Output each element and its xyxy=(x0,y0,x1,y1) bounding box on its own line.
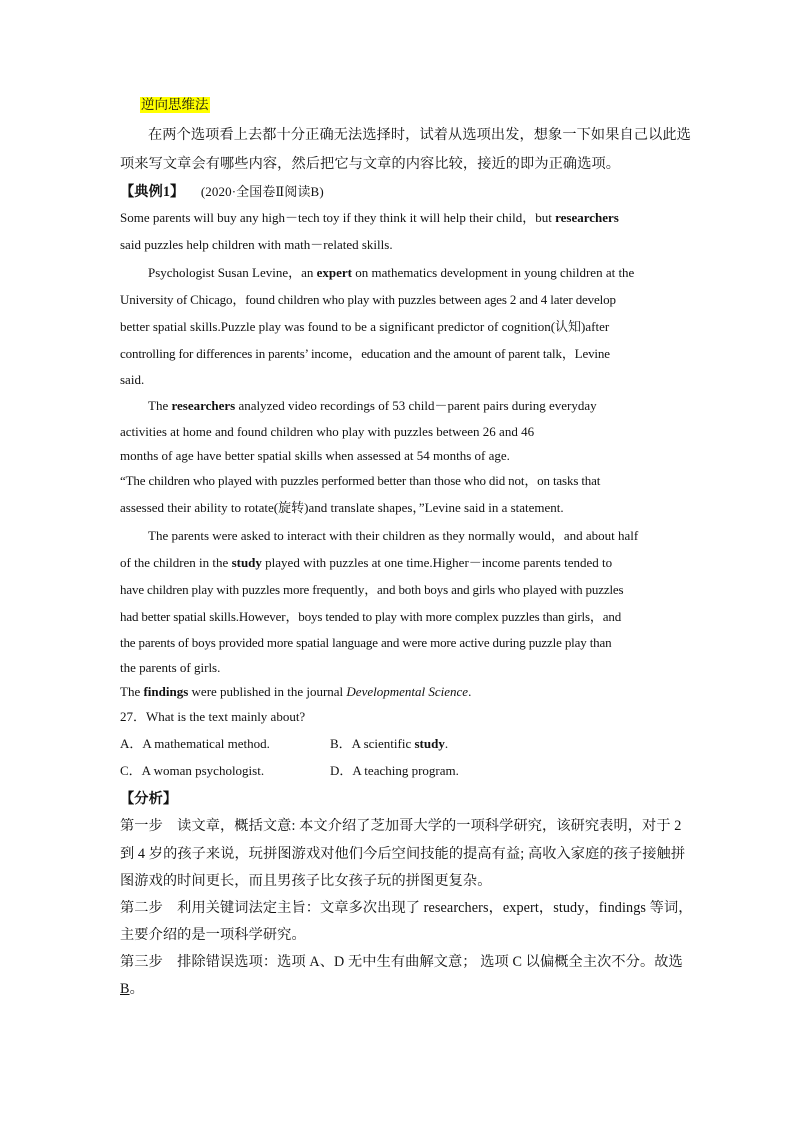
text-run: analyzed video recordings of 53 child－parent pairs during everyday xyxy=(235,398,597,413)
passage-p4-line-1: “The children who played with puzzles performed better than those who did not，on tasks that xyxy=(120,473,601,488)
question-stem: 27．What is the text mainly about? xyxy=(120,709,306,724)
keyword-researchers: researchers xyxy=(555,210,619,225)
passage-p5-line-5: the parents of boys provided more spatial language and were more active during puzzle play than xyxy=(120,635,612,650)
keyword-findings: findings xyxy=(143,684,189,699)
passage-p4-line-2: assessed their ability to rotate(旋转)and translate shapes，”Levine said in a statement. xyxy=(120,500,564,515)
option-c: C．A woman psychologist. xyxy=(120,763,265,778)
analysis-step2-line-1: 第二步 利用关键词法定主旨：文章多次出现了 researchers，expert，study，findings 等词， xyxy=(120,900,693,916)
option-d: D．A teaching program. xyxy=(330,763,459,778)
passage-p3-line-1 xyxy=(148,397,597,415)
keyword-study: study xyxy=(414,736,445,751)
text-run: of the children in the xyxy=(120,555,232,570)
analysis-step2-line-2: 主要介绍的是一项科学研究。 xyxy=(120,927,306,943)
keyword-researchers: researchers xyxy=(171,398,236,413)
text-run: . xyxy=(468,684,472,699)
text-run: Some parents will buy any high－tech toy if they think it will help their child，but xyxy=(120,210,556,225)
passage-p6 xyxy=(120,683,471,701)
analysis-step3-line-1: 第三步 排除错误选项：选项 A、D 无中生有曲解文意； 选项 C 以偏概全主次不分。故选 xyxy=(120,954,683,970)
journal-name: Developmental Science xyxy=(346,684,469,699)
intro-line-2: 项来写文章会有哪些内容，然后把它与文章的内容比较，接近的即为正确选项。 xyxy=(120,156,621,172)
keyword-study: study xyxy=(231,555,262,570)
text-run: The xyxy=(120,684,144,699)
passage-p2-line-3: better spatial skills.Puzzle play was found to be a significant predictor of cognition(认知)after xyxy=(120,319,610,334)
example-header xyxy=(120,183,324,201)
section-title xyxy=(140,96,210,114)
passage-p5-line-4: had better spatial skills.However，boys tended to play with more complex puzzles than girls，and xyxy=(120,609,622,624)
option-a: A．A mathematical method. xyxy=(120,736,270,751)
text-run: Psychologist Susan Levine，an xyxy=(148,265,317,280)
passage-p1-line-1 xyxy=(120,209,619,227)
passage-p5-line-1: The parents were asked to interact with their children as they normally would，and about half xyxy=(148,528,639,543)
passage-p2-line-5: said. xyxy=(120,372,145,387)
passage-p2-line-2: University of Chicago，found children who play with puzzles between ages 2 and 4 later develop xyxy=(120,292,616,307)
analysis-step1-line-3: 图游戏的时间更长，而且男孩子比女孩子玩的拼图更复杂。 xyxy=(120,873,492,889)
text-run: The xyxy=(148,398,172,413)
passage-p3-line-2: activities at home and found children who play with puzzles between 26 and 46 xyxy=(120,424,535,439)
text-run: were published in the journal xyxy=(188,684,347,699)
text-run: B．A scientific xyxy=(330,736,415,751)
analysis-step1-line-1: 第一步 读文章，概括文意: 本文介绍了芝加哥大学的一项科学研究，该研究表明，对于 2 xyxy=(120,818,682,834)
example-source: (2020·全国卷Ⅱ阅读B) xyxy=(200,184,324,199)
passage-p5-line-6: the parents of girls. xyxy=(120,660,221,675)
text-run: . xyxy=(444,736,449,751)
passage-p3-line-3: months of age have better spatial skills when assessed at 54 months of age. xyxy=(120,448,510,463)
analysis-label: 【分析】 xyxy=(120,791,178,807)
keyword-expert: expert xyxy=(316,265,353,280)
intro-line-1: 在两个选项看上去都十分正确无法选择时，试着从选项出发，想象一下如果自己以此选 xyxy=(148,127,691,143)
text-run: on mathematics development in young children at the xyxy=(352,265,635,280)
passage-p1-line-2: said puzzles help children with math－related skills. xyxy=(120,237,393,252)
answer-letter: B xyxy=(120,981,130,997)
text-run: 。 xyxy=(129,981,144,997)
section-title-highlight: 逆向思维法 xyxy=(141,97,209,113)
passage-p2-line-1 xyxy=(148,264,634,282)
passage-p5-line-3: have children play with puzzles more frequently，and both boys and girls who played with puzzles xyxy=(120,582,624,597)
option-b xyxy=(330,735,448,753)
analysis-step1-line-2: 到 4 岁的孩子来说，玩拼图游戏对他们今后空间技能的提高有益; 高收入家庭的孩子接触拼 xyxy=(120,846,686,862)
text-run: played with puzzles at one time.Higher－income parents tended to xyxy=(261,555,613,570)
analysis-step3-line-2 xyxy=(120,980,144,998)
passage-p5-line-2 xyxy=(120,554,612,572)
example-label: 【典例1】 xyxy=(120,184,185,200)
passage-p2-line-4: controlling for differences in parents’ income，education and the amount of parent talk，Levine xyxy=(120,346,610,361)
